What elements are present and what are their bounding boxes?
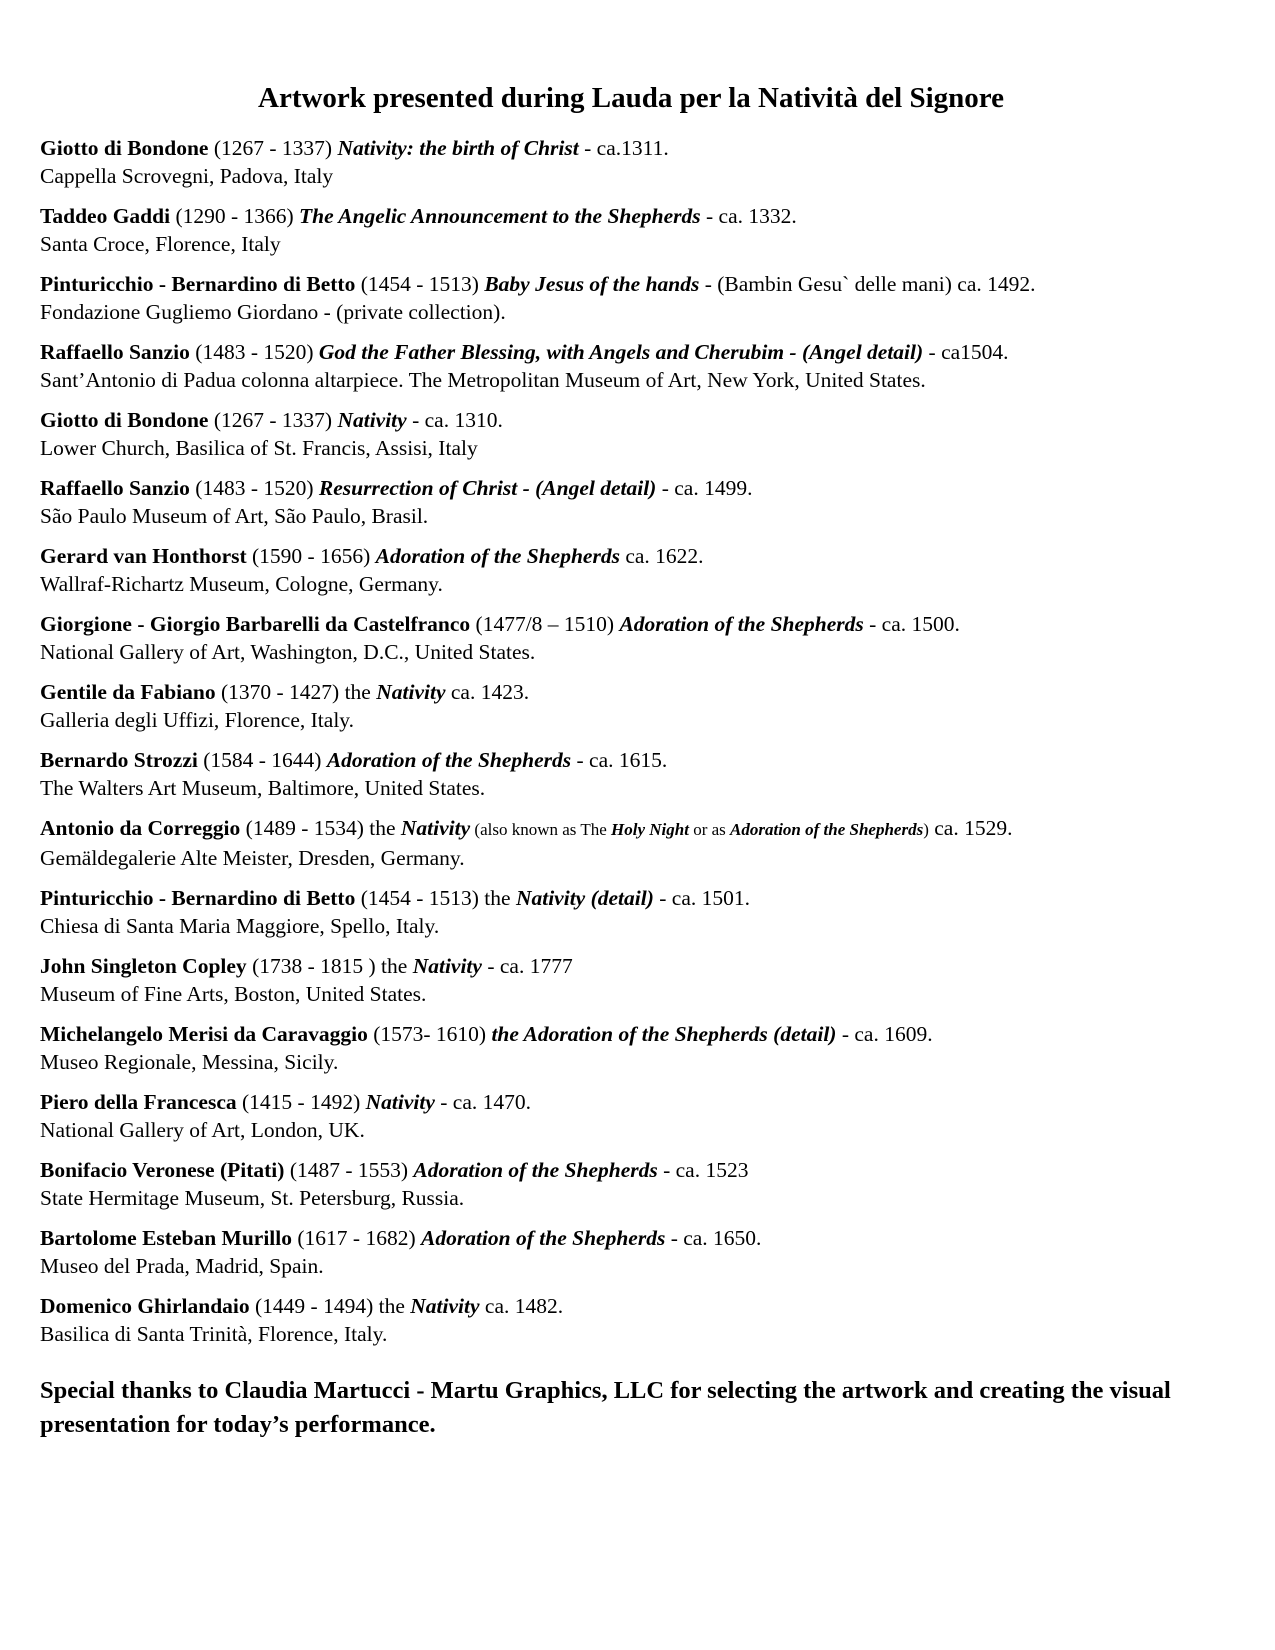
list-item <box>40 610 1240 666</box>
note-text: ) <box>923 820 929 839</box>
artwork-location: National Gallery of Art, Washington, D.C., United States. <box>40 640 536 664</box>
artwork-location: Sant’Antonio di Padua colonna altarpiece. The Metropolitan Museum of Art, New York, United States. <box>40 368 926 392</box>
list-item <box>40 406 1240 462</box>
artwork-date: - ca. 1609. <box>836 1022 933 1046</box>
artwork-title: Nativity <box>365 1090 435 1114</box>
artist-dates: (1487 - 1553) <box>284 1158 414 1182</box>
artwork-note <box>470 820 929 839</box>
list-item <box>40 270 1240 326</box>
artist-dates: (1573- 1610) <box>367 1022 492 1046</box>
artwork-date: - ca1504. <box>923 340 1009 364</box>
artwork-location: National Gallery of Art, London, UK. <box>40 1118 365 1142</box>
artist-name: Pinturicchio - Bernardino di Betto <box>40 886 356 910</box>
artist-name: Domenico Ghirlandaio <box>40 1294 250 1318</box>
artwork-title: Nativity <box>337 408 407 432</box>
artist-name: Gentile da Fabiano <box>40 680 216 704</box>
artwork-title: The Angelic Announcement to the Shepherds <box>299 204 701 228</box>
artist-name: Giorgione - Giorgio Barbarelli da Castelfranco <box>40 612 471 636</box>
artwork-date: - ca. 1499. <box>656 476 753 500</box>
artist-name: Pinturicchio - Bernardino di Betto <box>40 272 356 296</box>
note-text: or as <box>688 820 731 839</box>
document-page <box>40 80 1240 1442</box>
artwork-date: ca. 1622. <box>619 544 704 568</box>
artwork-date: ca. 1529. <box>928 816 1013 840</box>
artwork-list <box>40 134 1240 1348</box>
artist-name: Taddeo Gaddi <box>40 204 171 228</box>
artwork-title: God the Father Blessing, with Angels and Cherubim - (Angel detail) <box>318 340 924 364</box>
note-text: (also known as The <box>470 820 612 839</box>
list-item <box>40 1292 1240 1348</box>
artwork-title: Nativity <box>410 1294 480 1318</box>
artwork-location: Basilica di Santa Trinità, Florence, Italy. <box>40 1322 388 1346</box>
artist-name: Michelangelo Merisi da Caravaggio <box>40 1022 368 1046</box>
list-item <box>40 542 1240 598</box>
artwork-date: ca. 1423. <box>445 680 530 704</box>
artwork-title: the Adoration of the Shepherds (detail) <box>491 1022 837 1046</box>
artwork-date: - ca. 1650. <box>665 1226 762 1250</box>
artist-dates: (1290 - 1366) <box>170 204 300 228</box>
artist-dates: (1489 - 1534) the <box>240 816 401 840</box>
artwork-title: Nativity <box>376 680 446 704</box>
artist-dates: (1415 - 1492) <box>236 1090 366 1114</box>
artist-name: Antonio da Correggio <box>40 816 241 840</box>
artist-dates: (1738 - 1815 ) the <box>246 954 413 978</box>
list-item <box>40 1088 1240 1144</box>
artist-dates: (1483 - 1520) <box>189 476 319 500</box>
artwork-title: Nativity: the birth of Christ <box>337 136 579 160</box>
artwork-date: - ca. 1470. <box>434 1090 532 1114</box>
artwork-title: Adoration of the Shepherds <box>326 748 572 772</box>
artwork-date: - ca. 1615. <box>571 748 668 772</box>
artist-name: Giotto di Bondone <box>40 136 209 160</box>
artist-dates: (1370 - 1427) the <box>215 680 377 704</box>
artwork-date: - (Bambin Gesu` delle mani) ca. 1492. <box>699 272 1036 296</box>
artwork-location: The Walters Art Museum, Baltimore, United States. <box>40 776 486 800</box>
artwork-location: Lower Church, Basilica of St. Francis, Assisi, Italy <box>40 436 478 460</box>
artist-name: John Singleton Copley <box>40 954 247 978</box>
list-item <box>40 678 1240 734</box>
artwork-date: - ca.1311. <box>578 136 669 160</box>
artist-dates: (1267 - 1337) <box>208 136 338 160</box>
artist-name: Bartolome Esteban Murillo <box>40 1226 293 1250</box>
artist-name: Bonifacio Veronese (Pitati) <box>40 1158 285 1182</box>
list-item <box>40 814 1240 872</box>
artwork-title: Adoration of the Shepherds <box>375 544 620 568</box>
artist-dates: (1617 - 1682) <box>292 1226 421 1250</box>
artwork-location: Fondazione Gugliemo Giordano - (private collection). <box>40 300 506 324</box>
artist-name: Gerard van Honthorst <box>40 544 247 568</box>
artwork-location: Gemäldegalerie Alte Meister, Dresden, Germany. <box>40 846 465 870</box>
artist-dates: (1449 - 1494) the <box>249 1294 411 1318</box>
artwork-title: Adoration of the Shepherds <box>413 1158 658 1182</box>
artist-dates: (1454 - 1513) <box>355 272 485 296</box>
artwork-location: São Paulo Museum of Art, São Paulo, Brasil. <box>40 504 429 528</box>
artwork-date: - ca. 1501. <box>653 886 750 910</box>
list-item <box>40 338 1240 394</box>
artist-name: Raffaello Sanzio <box>40 476 190 500</box>
artwork-location: Santa Croce, Florence, Italy <box>40 232 281 256</box>
artist-name: Giotto di Bondone <box>40 408 209 432</box>
artist-dates: (1267 - 1337) <box>208 408 338 432</box>
list-item <box>40 1224 1240 1280</box>
note-title-holy-night: Holy Night <box>611 820 689 839</box>
artwork-title: Baby Jesus of the hands <box>484 272 700 296</box>
list-item <box>40 474 1240 530</box>
artwork-date: ca. 1482. <box>479 1294 564 1318</box>
artwork-location: Wallraf-Richartz Museum, Cologne, Germany. <box>40 572 443 596</box>
artwork-location: Museo del Prada, Madrid, Spain. <box>40 1254 324 1278</box>
artist-dates: (1477/8 – 1510) <box>470 612 620 636</box>
artwork-title: Nativity (detail) <box>515 886 654 910</box>
list-item <box>40 202 1240 258</box>
artwork-location: Chiesa di Santa Maria Maggiore, Spello, Italy. <box>40 914 440 938</box>
list-item <box>40 134 1240 190</box>
artwork-location: Museo Regionale, Messina, Sicily. <box>40 1050 339 1074</box>
artwork-location: State Hermitage Museum, St. Petersburg, Russia. <box>40 1186 465 1210</box>
list-item <box>40 746 1240 802</box>
artist-name: Raffaello Sanzio <box>40 340 190 364</box>
artwork-date: - ca. 1777 <box>481 954 573 978</box>
artist-dates: (1454 - 1513) the <box>355 886 516 910</box>
acknowledgement: Special thanks to Claudia Martucci - Martu Graphics, LLC for selecting the artwork and creating the visual presentation for today’s performance. <box>40 1377 1171 1438</box>
artwork-location: Museum of Fine Arts, Boston, United States. <box>40 982 427 1006</box>
artist-dates: (1590 - 1656) <box>246 544 376 568</box>
artwork-date: - ca. 1500. <box>863 612 960 636</box>
artist-dates: (1483 - 1520) <box>189 340 319 364</box>
artwork-title: Nativity <box>400 816 471 840</box>
artwork-location: Galleria degli Uffizi, Florence, Italy. <box>40 708 355 732</box>
artwork-date: - ca. 1523 <box>657 1158 749 1182</box>
artwork-location: Cappella Scrovegni, Padova, Italy <box>40 164 334 188</box>
page-title: Artwork presented during Lauda per la Natività del Signore <box>258 82 1004 114</box>
artwork-date: - ca. 1332. <box>700 204 797 228</box>
list-item <box>40 952 1240 1008</box>
artwork-date: - ca. 1310. <box>406 408 503 432</box>
artist-name: Bernardo Strozzi <box>40 748 198 772</box>
artwork-title: Nativity <box>412 954 482 978</box>
artwork-title: Adoration of the Shepherds <box>619 612 864 636</box>
list-item <box>40 884 1240 940</box>
artwork-title: Adoration of the Shepherds <box>421 1226 666 1250</box>
note-title-adoration: Adoration of the Shepherds <box>730 820 924 839</box>
artist-dates: (1584 - 1644) <box>197 748 327 772</box>
artwork-title: Resurrection of Christ - (Angel detail) <box>318 476 657 500</box>
list-item <box>40 1020 1240 1076</box>
list-item <box>40 1156 1240 1212</box>
artist-name: Piero della Francesca <box>40 1090 237 1114</box>
